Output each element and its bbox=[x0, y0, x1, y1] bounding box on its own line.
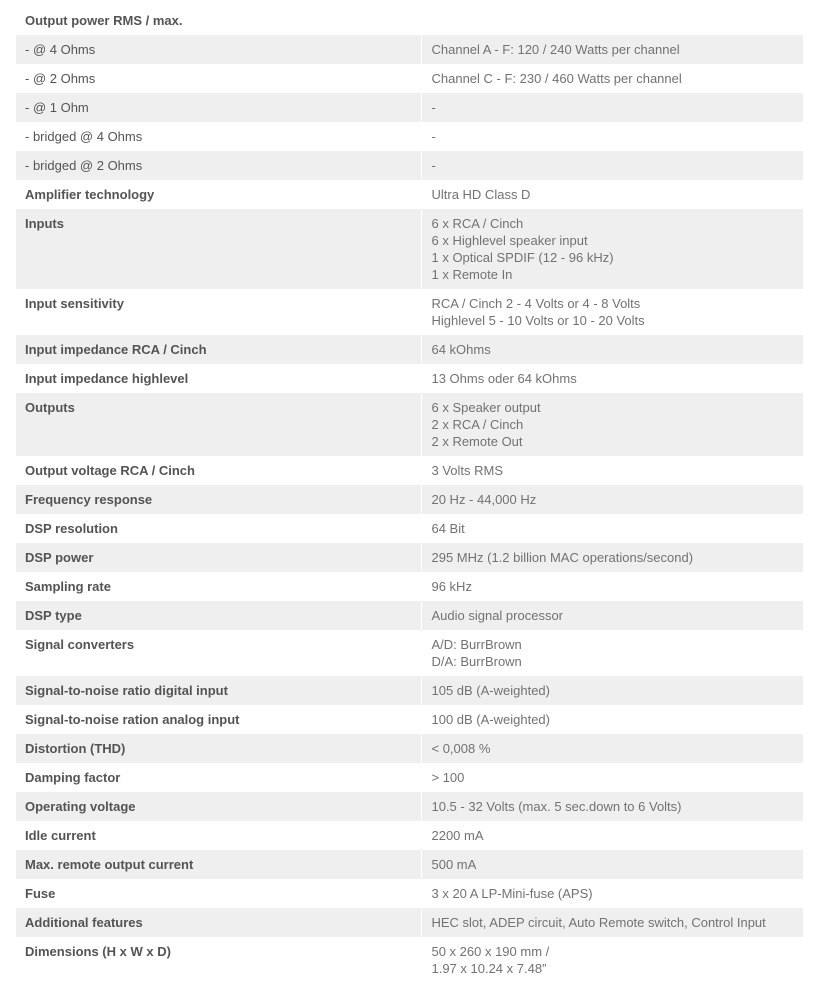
spec-row bbox=[16, 93, 803, 122]
spec-value-line: 6 x Speaker output bbox=[431, 400, 541, 415]
spec-value bbox=[422, 151, 803, 180]
spec-row bbox=[16, 364, 803, 393]
spec-value-line: D/A: BurrBrown bbox=[431, 654, 522, 669]
spec-row bbox=[16, 64, 803, 93]
spec-value bbox=[422, 908, 803, 937]
spec-row bbox=[16, 792, 803, 821]
spec-value bbox=[422, 180, 803, 209]
spec-value-line: 10.5 - 32 Volts (max. 5 sec.down to 6 Volts) bbox=[431, 799, 682, 814]
spec-value-line: 96 kHz bbox=[431, 579, 472, 594]
spec-value-line: - bbox=[431, 158, 436, 173]
spec-value bbox=[422, 35, 803, 64]
spec-value-line: 6 x RCA / Cinch bbox=[431, 216, 524, 231]
spec-value bbox=[422, 821, 803, 850]
spec-row bbox=[16, 335, 803, 364]
spec-row bbox=[16, 122, 803, 151]
spec-row bbox=[16, 289, 803, 335]
spec-value-line: 105 dB (A-weighted) bbox=[431, 683, 550, 698]
spec-value bbox=[422, 209, 803, 289]
spec-row bbox=[16, 6, 803, 35]
spec-label: - bridged @ 2 Ohms bbox=[16, 151, 421, 180]
spec-value-line: Channel C - F: 230 / 460 Watts per channel bbox=[431, 71, 682, 86]
spec-label: Dimensions (H x W x D) bbox=[25, 944, 171, 959]
spec-value-line: Audio signal processor bbox=[431, 608, 564, 623]
spec-row bbox=[16, 908, 803, 937]
spec-label: - @ 1 Ohm bbox=[16, 93, 421, 122]
spec-label: Frequency response bbox=[16, 485, 421, 514]
spec-row bbox=[16, 514, 803, 543]
spec-label: DSP type bbox=[16, 601, 421, 630]
spec-value-line: 20 Hz - 44,000 Hz bbox=[431, 492, 537, 507]
spec-value bbox=[422, 456, 803, 485]
spec-row bbox=[16, 734, 803, 763]
spec-value-line: A/D: BurrBrown bbox=[431, 637, 522, 652]
spec-table bbox=[16, 6, 803, 983]
spec-row bbox=[16, 705, 803, 734]
spec-value-line: 100 dB (A-weighted) bbox=[431, 712, 550, 727]
spec-label: DSP resolution bbox=[25, 521, 118, 536]
spec-value bbox=[422, 364, 803, 393]
spec-value-line: 64 kOhms bbox=[431, 342, 491, 357]
spec-value bbox=[422, 393, 803, 456]
spec-row bbox=[16, 937, 803, 983]
spec-value bbox=[422, 543, 803, 572]
spec-row bbox=[16, 821, 803, 850]
spec-label: - @ 4 Ohms bbox=[16, 35, 421, 64]
spec-value bbox=[422, 572, 803, 601]
spec-value-line: 2 x RCA / Cinch bbox=[431, 417, 524, 432]
spec-label: Sampling rate bbox=[25, 579, 111, 594]
spec-value bbox=[422, 879, 803, 908]
spec-value bbox=[422, 485, 803, 514]
spec-value-line: - bbox=[431, 129, 436, 144]
spec-row bbox=[16, 209, 803, 289]
spec-value bbox=[422, 792, 803, 821]
spec-row bbox=[16, 456, 803, 485]
spec-label: Fuse bbox=[25, 886, 56, 901]
spec-label: DSP power bbox=[16, 543, 421, 572]
spec-label: Operating voltage bbox=[16, 792, 421, 821]
spec-value bbox=[422, 335, 803, 364]
spec-value bbox=[422, 514, 803, 543]
spec-row bbox=[16, 763, 803, 792]
spec-label: Signal-to-noise ratio digital input bbox=[16, 676, 421, 705]
spec-value-line: Channel A - F: 120 / 240 Watts per channel bbox=[431, 42, 680, 57]
spec-label: Outputs bbox=[16, 393, 421, 456]
spec-row bbox=[16, 151, 803, 180]
spec-row bbox=[16, 630, 803, 676]
spec-label: Input impedance highlevel bbox=[25, 371, 189, 386]
spec-value-line: 2200 mA bbox=[431, 828, 484, 843]
spec-value-line: 13 Ohms oder 64 kOhms bbox=[431, 371, 577, 386]
spec-value-line: 1 x Remote In bbox=[431, 267, 513, 282]
spec-row bbox=[16, 572, 803, 601]
spec-label: Signal converters bbox=[25, 637, 135, 652]
spec-label: - @ 2 Ohms bbox=[25, 71, 96, 86]
spec-row bbox=[16, 180, 803, 209]
spec-value bbox=[422, 850, 803, 879]
spec-value bbox=[422, 763, 803, 792]
spec-label: Output voltage RCA / Cinch bbox=[25, 463, 195, 478]
spec-label: Max. remote output current bbox=[16, 850, 421, 879]
spec-value-line: Ultra HD Class D bbox=[431, 187, 531, 202]
spec-value bbox=[422, 937, 803, 983]
spec-label: - bridged @ 4 Ohms bbox=[25, 129, 143, 144]
spec-label: Inputs bbox=[16, 209, 421, 289]
spec-value-line: 6 x Highlevel speaker input bbox=[431, 233, 588, 248]
spec-label: Input impedance RCA / Cinch bbox=[16, 335, 421, 364]
spec-row bbox=[16, 676, 803, 705]
spec-row bbox=[16, 601, 803, 630]
spec-value-line: Highlevel 5 - 10 Volts or 10 - 20 Volts bbox=[431, 313, 645, 328]
spec-value bbox=[422, 734, 803, 763]
spec-value bbox=[422, 705, 803, 734]
spec-value-line: RCA / Cinch 2 - 4 Volts or 4 - 8 Volts bbox=[431, 296, 641, 311]
spec-row bbox=[16, 393, 803, 456]
spec-row bbox=[16, 485, 803, 514]
spec-label: Signal-to-noise ration analog input bbox=[25, 712, 240, 727]
spec-value-line: HEC slot, ADEP circuit, Auto Remote switch, Control Input bbox=[431, 915, 766, 930]
spec-row bbox=[16, 850, 803, 879]
spec-value-line: 1 x Optical SPDIF (12 - 96 kHz) bbox=[431, 250, 614, 265]
spec-row bbox=[16, 35, 803, 64]
spec-value-line: 2 x Remote Out bbox=[431, 434, 523, 449]
spec-value-line: < 0,008 % bbox=[431, 741, 491, 756]
spec-label: Amplifier technology bbox=[25, 187, 155, 202]
spec-label: Damping factor bbox=[25, 770, 121, 785]
spec-label: Idle current bbox=[25, 828, 96, 843]
spec-value bbox=[422, 6, 803, 35]
spec-value-line: 50 x 260 x 190 mm / bbox=[431, 944, 550, 959]
spec-label: Output power RMS / max. bbox=[25, 13, 183, 28]
spec-value bbox=[422, 601, 803, 630]
spec-value-line: > 100 bbox=[431, 770, 465, 785]
spec-value bbox=[422, 630, 803, 676]
spec-value bbox=[422, 93, 803, 122]
spec-value-line: 295 MHz (1.2 billion MAC operations/second) bbox=[431, 550, 694, 565]
spec-label: Input sensitivity bbox=[25, 296, 124, 311]
spec-value bbox=[422, 289, 803, 335]
spec-value-line: 3 x 20 A LP-Mini-fuse (APS) bbox=[431, 886, 593, 901]
spec-label: Additional features bbox=[16, 908, 421, 937]
spec-value-line: 3 Volts RMS bbox=[431, 463, 504, 478]
spec-row bbox=[16, 879, 803, 908]
spec-value-line: 500 mA bbox=[431, 857, 477, 872]
spec-row bbox=[16, 543, 803, 572]
spec-value-line: 64 Bit bbox=[431, 521, 465, 536]
spec-value bbox=[422, 676, 803, 705]
spec-value bbox=[422, 64, 803, 93]
spec-value-line: - bbox=[431, 100, 436, 115]
spec-value-line: 1.97 x 10.24 x 7.48” bbox=[431, 961, 547, 976]
spec-value bbox=[422, 122, 803, 151]
spec-label: Distortion (THD) bbox=[16, 734, 421, 763]
